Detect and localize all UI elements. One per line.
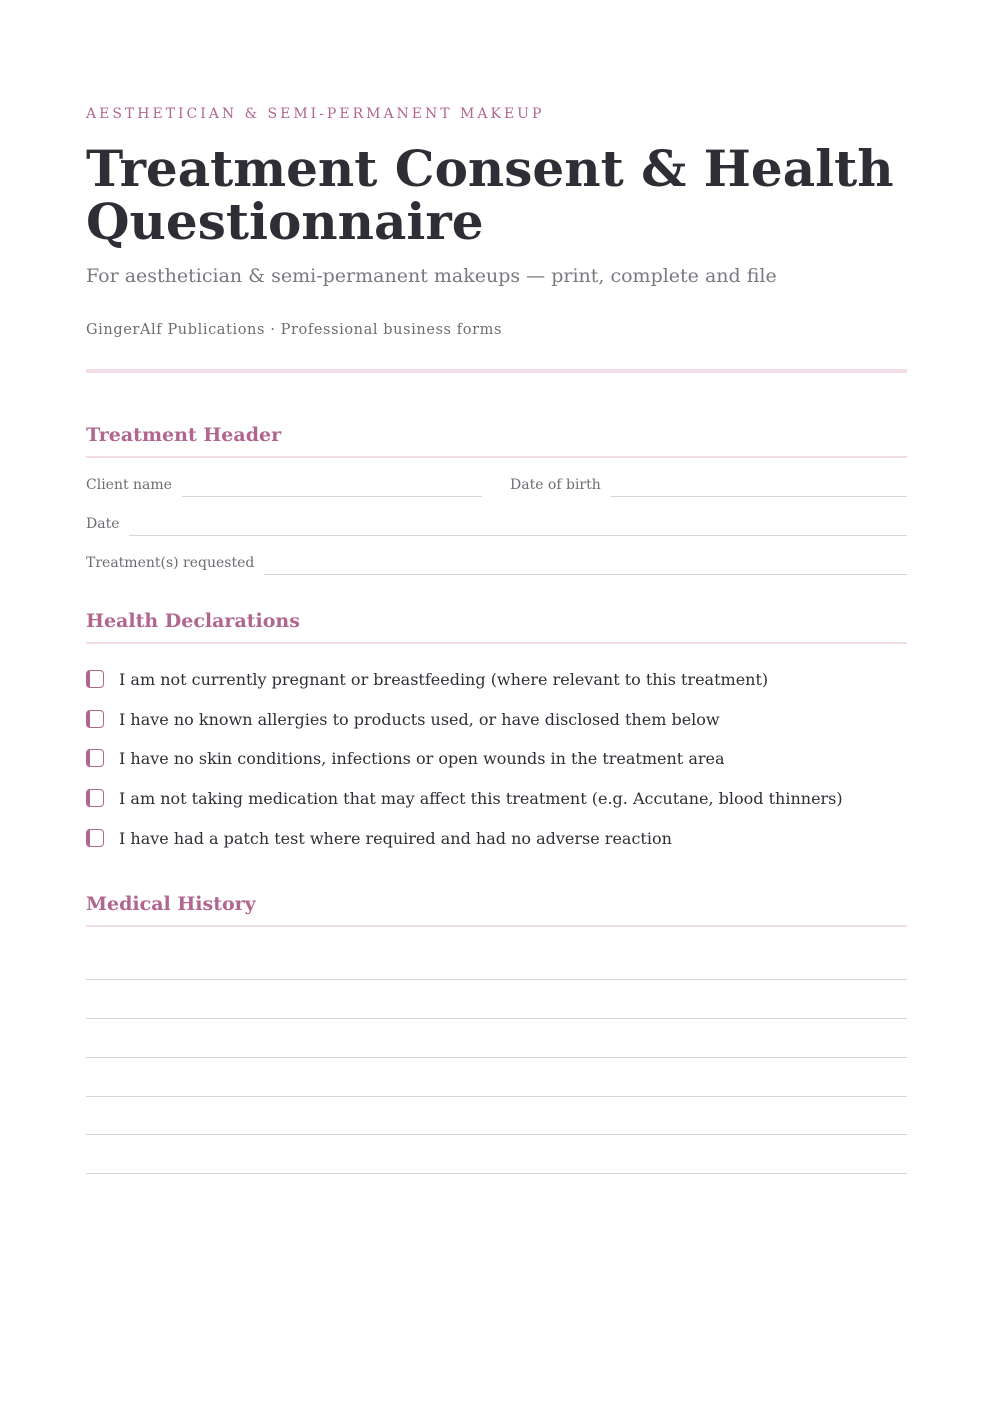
checkbox[interactable] [86, 829, 104, 847]
date-of-birth-label: Date of birth [510, 477, 601, 493]
section-title-treatment-header: Treatment Header [86, 424, 282, 446]
declaration-item-pregnancy[interactable] [86, 667, 768, 691]
date-input-line[interactable] [129, 515, 907, 536]
client-name-input-line[interactable] [182, 476, 482, 497]
declaration-item-medication[interactable] [86, 786, 843, 810]
treatments-requested-input-line[interactable] [264, 554, 907, 575]
declaration-text: I have had a patch test where required and had no adverse reaction [119, 828, 672, 848]
page-title: Treatment Consent & Health Questionnaire [86, 139, 894, 251]
declaration-text: I have no known allergies to products used, or have disclosed them below [119, 709, 720, 729]
checkbox[interactable] [86, 710, 104, 728]
publisher-line: GingerAlf Publications · Professional business forms [86, 322, 503, 338]
checkbox[interactable] [86, 749, 104, 767]
declaration-item-allergies[interactable] [86, 707, 720, 731]
client-name-label: Client name [86, 477, 172, 493]
header-divider [86, 369, 907, 373]
section-divider [86, 925, 907, 927]
section-divider [86, 642, 907, 644]
medical-history-line[interactable] [86, 1096, 907, 1097]
client-name-field[interactable] [86, 475, 482, 497]
form-category: AESTHETICIAN & SEMI-PERMANENT MAKEUP [86, 106, 545, 122]
medical-history-line[interactable] [86, 1173, 907, 1174]
date-label: Date [86, 516, 120, 532]
declaration-text: I am not taking medication that may affect this treatment (e.g. Accutane, blood thinners) [119, 788, 843, 808]
medical-history-line[interactable] [86, 1018, 907, 1019]
date-field[interactable] [86, 514, 907, 536]
date-of-birth-field[interactable] [510, 475, 907, 497]
treatments-requested-field[interactable] [86, 553, 907, 575]
treatments-requested-label: Treatment(s) requested [86, 555, 255, 571]
declaration-item-skin-conditions[interactable] [86, 746, 725, 770]
declaration-item-patch-test[interactable] [86, 826, 672, 850]
declaration-text: I am not currently pregnant or breastfeeding (where relevant to this treatment) [119, 669, 769, 689]
declaration-text: I have no skin conditions, infections or open wounds in the treatment area [119, 748, 725, 768]
medical-history-line[interactable] [86, 1057, 907, 1058]
section-title-health-declarations: Health Declarations [86, 610, 300, 632]
page-subtitle: For aesthetician & semi-permanent makeups — print, complete and file [86, 265, 777, 287]
section-divider [86, 456, 907, 458]
date-of-birth-input-line[interactable] [611, 476, 907, 497]
checkbox[interactable] [86, 670, 104, 688]
section-title-medical-history: Medical History [86, 893, 256, 915]
checkbox[interactable] [86, 789, 104, 807]
medical-history-line[interactable] [86, 1134, 907, 1135]
medical-history-line[interactable] [86, 979, 907, 980]
